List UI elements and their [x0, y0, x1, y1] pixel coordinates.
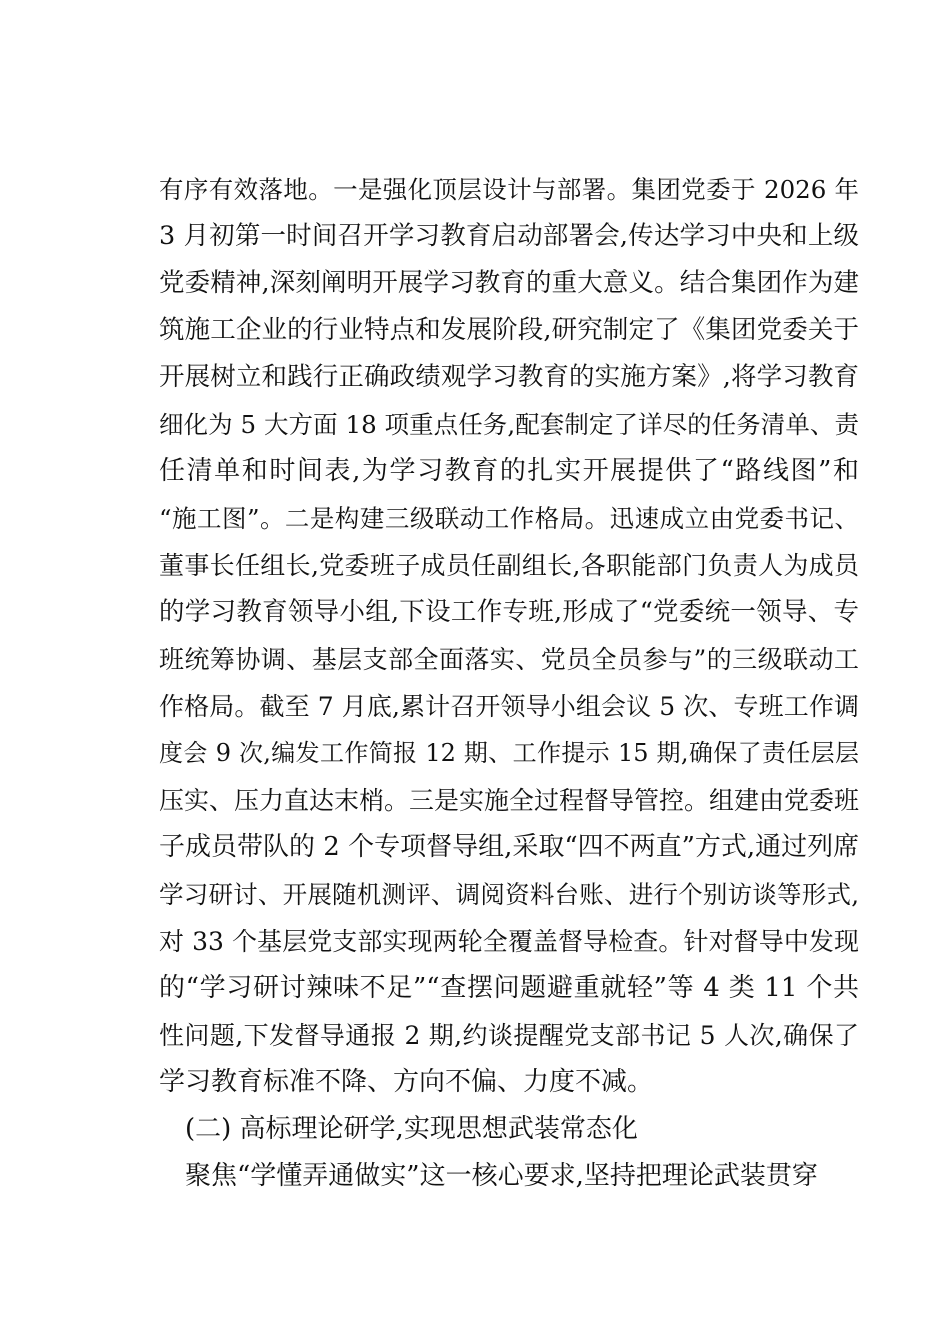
text-line: 学习研讨、开展随机测评、调阅资料台账、进行个别访谈等形式,	[159, 880, 859, 909]
text-line: 细化为 5 大方面 18 项重点任务,配套制定了详尽的任务清单、责	[159, 410, 859, 439]
text-line: 筑施工企业的行业特点和发展阶段,研究制定了《集团党委关于	[159, 315, 859, 345]
paragraph-first-line: 聚焦“学懂弄通做实”这一核心要求,坚持把理论武装贯穿	[185, 1161, 818, 1191]
text-line: 学习教育标准不降、方向不偏、力度不减。	[159, 1067, 654, 1097]
text-line: “施工图”。二是构建三级联动工作格局。迅速成立由党委书记、	[159, 504, 859, 533]
text-line: 对 33 个基层党支部实现两轮全覆盖督导检查。针对督导中发现	[159, 927, 859, 956]
text-line: 董事长任组长,党委班子成员任副组长,各职能部门负责人为成员	[159, 551, 859, 580]
text-line: 子成员带队的 2 个专项督导组,采取“四不两直”方式,通过列席	[159, 832, 860, 862]
text-line: 作格局。截至 7 月底,累计召开领导小组会议 5 次、专班工作调	[159, 692, 859, 721]
text-line: 班统筹协调、基层支部全面落实、党员全员参与”的三级联动工	[159, 645, 859, 674]
text-line: 性问题,下发督导通报 2 期,约谈提醒党支部书记 5 人次,确保了	[159, 1021, 859, 1050]
text-line: 的学习教育领导小组,下设工作专班,形成了“党委统一领导、专	[159, 597, 859, 627]
text-line: 有序有效落地。一是强化顶层设计与部署。集团党委于 2026 年	[159, 175, 859, 204]
text-line: 3 月初第一时间召开学习教育启动部署会,传达学习中央和上级	[159, 221, 859, 251]
text-line: 党委精神,深刻阐明开展学习教育的重大意义。结合集团作为建	[159, 268, 859, 298]
text-line: 压实、压力直达末梢。三是实施全过程督导管控。组建由党委班	[159, 786, 860, 815]
text-line: 度会 9 次,编发工作简报 12 期、工作提示 15 期,确保了责任层层	[159, 739, 859, 767]
text-line: 的“学习研讨辣味不足”“查摆问题避重就轻”等 4 类 11 个共	[159, 973, 859, 1003]
text-line: 任清单和时间表,为学习教育的扎实开展提供了“路线图”和	[159, 456, 859, 486]
text-line: 开展树立和践行正确政绩观学习教育的实施方案》,将学习教育	[159, 362, 859, 392]
section-heading: (二) 高标理论研学,实现思想武装常态化	[185, 1114, 638, 1144]
body-text	[159, 166, 859, 1200]
